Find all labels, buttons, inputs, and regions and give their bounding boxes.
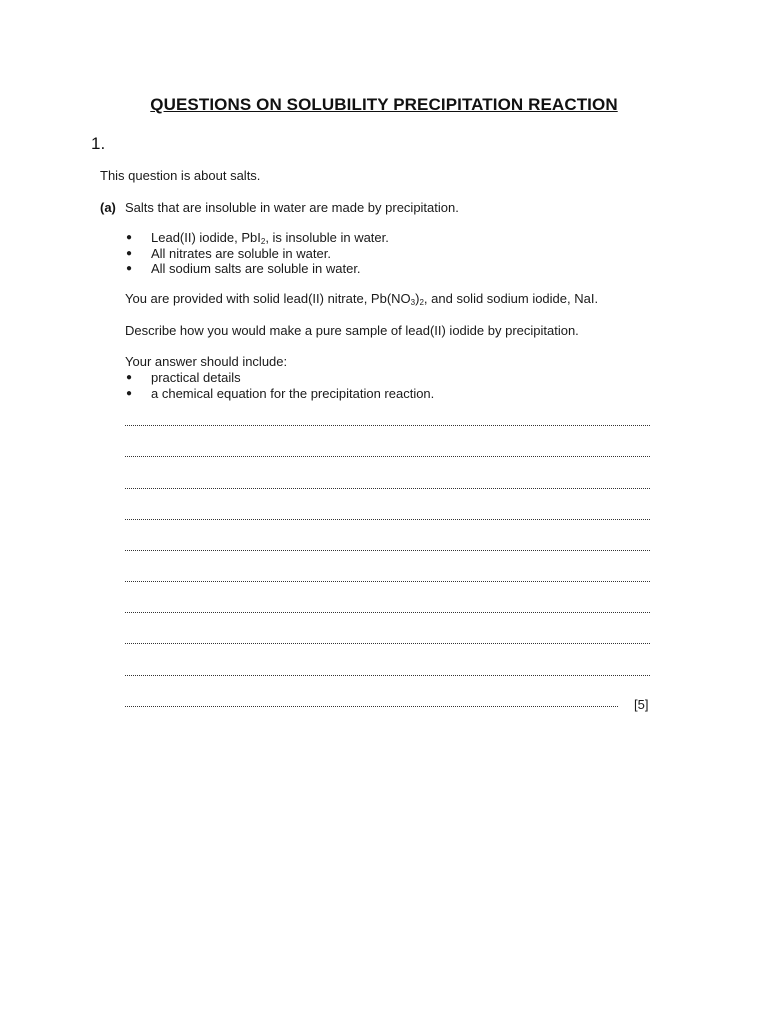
- question-number: 1.: [91, 134, 106, 153]
- marks-label: [5]: [634, 697, 649, 712]
- fact-item: ● All sodium salts are soluble in water.: [126, 261, 361, 276]
- answer-line[interactable]: [125, 705, 618, 707]
- answer-line[interactable]: [125, 674, 650, 676]
- include-item: ● a chemical equation for the precipitation reaction.: [126, 385, 435, 401]
- bullet-icon: ●: [126, 232, 133, 243]
- include-heading: Your answer should include:: [125, 354, 288, 369]
- answer-line[interactable]: [125, 611, 650, 613]
- answer-line[interactable]: [125, 455, 650, 457]
- bullet-icon: ●: [126, 247, 133, 259]
- part-a-label: (a): [100, 200, 116, 215]
- include-list: [125, 370, 434, 401]
- include-item: ● practical details: [126, 370, 241, 385]
- solubility-facts-list: [125, 230, 389, 277]
- question-intro: This question is about salts.: [100, 168, 261, 183]
- answer-line[interactable]: [125, 487, 650, 489]
- provided-materials-text: You are provided with solid lead(II) nitrate, $Pb(NO_3)_2$, and solid sodium iodide, NaI.: [125, 291, 599, 307]
- bullet-icon: ●: [126, 263, 133, 274]
- fact-item: ● All nitrates are soluble in water.: [126, 245, 331, 261]
- bullet-icon: ●: [126, 372, 133, 383]
- answer-line[interactable]: [125, 424, 650, 426]
- fact-item: ● Lead(II) iodide, PbI$_2$, is insoluble in water.: [126, 230, 389, 246]
- answer-line[interactable]: [125, 642, 650, 644]
- bullet-icon: ●: [126, 387, 133, 399]
- answer-line[interactable]: [125, 518, 650, 520]
- task-text: Describe how you would make a pure sample of lead(II) iodide by precipitation.: [125, 323, 579, 338]
- part-a-text: Salts that are insoluble in water are made by precipitation.: [125, 200, 459, 215]
- page-title: QUESTIONS ON SOLUBILITY PRECIPITATION REACTION: [150, 95, 618, 114]
- answer-line[interactable]: [125, 580, 650, 582]
- answer-line[interactable]: [125, 549, 650, 551]
